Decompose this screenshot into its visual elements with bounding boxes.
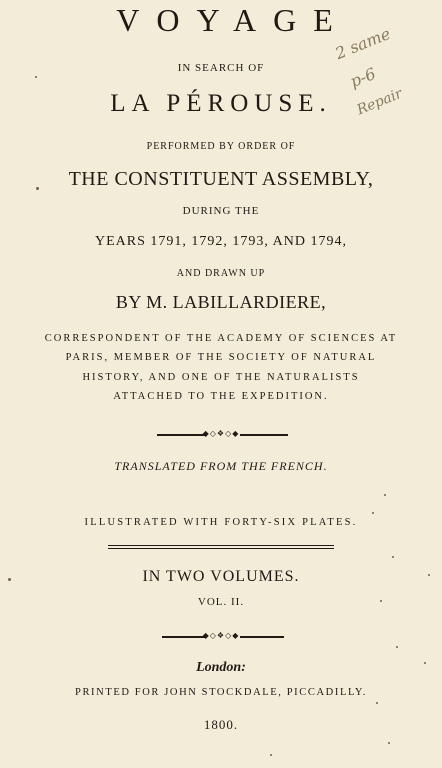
during-the-line: DURING THE [182, 205, 260, 217]
author-credit-line: CORRESPONDENT OF THE ACADEMY OF SCIENCES AT [44, 333, 398, 344]
title-page: VOYAGE IN SEARCH OF LA PÉROUSE. PERFORMED BY ORDER OF THE CONSTITUENT ASSEMBLY, DURING THE YEARS 1791, 1792, 1793, AND 1794, AND DRAWN UP BY M. LABILLARDIERE, CORRESPONDENT OF THE ACADEMY OF SCIENCES AT PARIS, MEMBER OF THE SOCIETY OF NATURAL HISTORY, AND ONE OF THE NATURALISTS ATTACHED TO THE EXPEDITION. ◆◇❖◇◆ TRANSLATED FROM THE FRENCH. ILLUSTRATED WITH FORTY-SIX PLATES. IN TWO VOLUMES. VOL. II. ◆◇❖◇◆ London: PRINTED FOR JOHN STOCKDALE, PICCADILLY. 1800. 2 same p-6 Repair [0, 0, 442, 768]
constituent-assembly-line: THE CONSTITUENT ASSEMBLY, [68, 168, 374, 190]
author-line: BY M. LABILLARDIERE, [115, 292, 327, 312]
author-credit-line: ATTACHED TO THE EXPEDITION. [113, 391, 329, 402]
book-title-voyage: VOYAGE [116, 2, 350, 38]
separator-rule [108, 545, 334, 546]
two-volumes-line: IN TWO VOLUMES. [142, 568, 300, 585]
handwritten-note-line-2: p-6 [347, 63, 379, 92]
drawn-up-line: AND DRAWN UP [176, 268, 266, 279]
translated-from-french-line: TRANSLATED FROM THE FRENCH. [114, 459, 328, 473]
book-title-perouse: LA PÉROUSE. [110, 90, 332, 117]
author-credit-line: PARIS, MEMBER OF THE SOCIETY OF NATURAL [65, 352, 377, 363]
imprint-city: London: [196, 660, 246, 675]
author-credit-line: HISTORY, AND ONE OF THE NATURALISTS [82, 372, 360, 383]
performed-by-order-line: PERFORMED BY ORDER OF [146, 141, 296, 152]
volume-number: VOL. II. [197, 596, 245, 608]
voyage-years-line: YEARS 1791, 1792, 1793, AND 1794, [95, 234, 347, 249]
printer-line: PRINTED FOR JOHN STOCKDALE, PICCADILLY. [75, 687, 367, 698]
publication-year: 1800. [203, 717, 239, 732]
handwritten-note-line-3: Repair [354, 85, 405, 119]
separator-rule [108, 548, 334, 549]
subtitle-in-search-of: IN SEARCH OF [177, 62, 265, 74]
illustrated-plates-line: ILLUSTRATED WITH FORTY-SIX PLATES. [84, 517, 358, 528]
handwritten-note-line-1: 2 same [332, 23, 394, 64]
